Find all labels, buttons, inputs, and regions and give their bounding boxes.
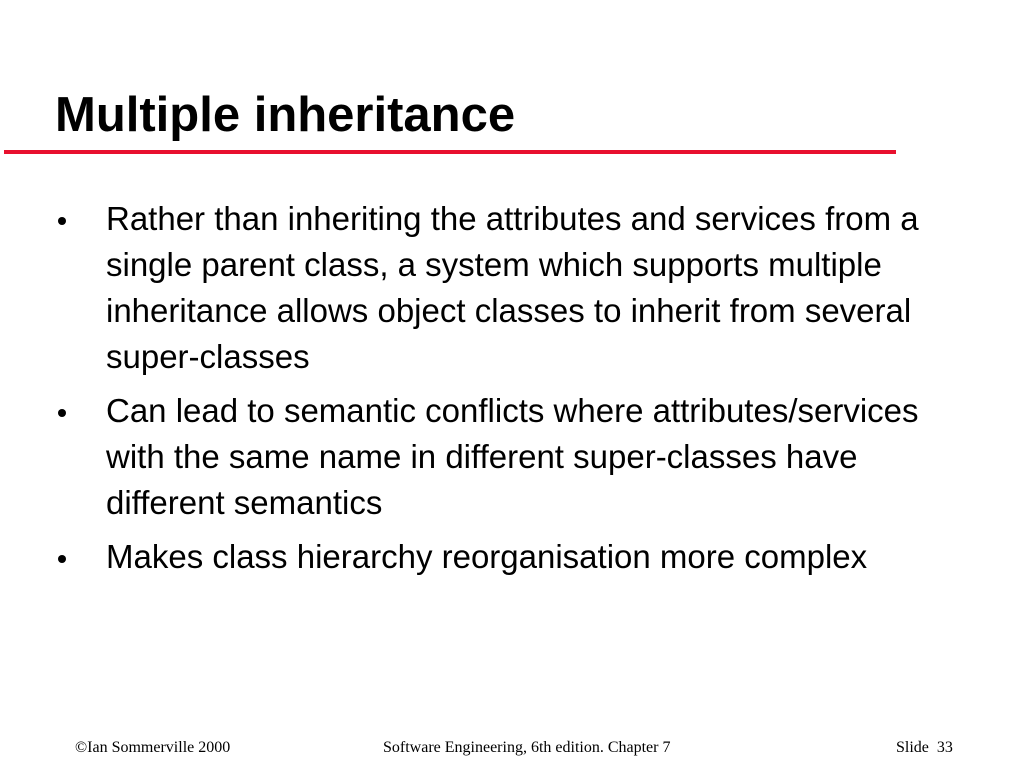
bullet-text: Can lead to semantic conflicts where attributes/services with the same name in different super-classes have different semantics [106, 392, 919, 521]
bullet-text: Makes class hierarchy reorganisation more complex [106, 538, 868, 575]
bullet-list [55, 196, 985, 588]
slide-title: Multiple inheritance [55, 88, 516, 142]
bullet-item [55, 196, 985, 380]
bullet-item [55, 388, 985, 526]
footer-copyright: ©Ian Sommerville 2000 [75, 739, 231, 756]
slide-label: Slide [896, 739, 929, 756]
footer-slide-number [896, 738, 953, 758]
bullet-text: Rather than inheriting the attributes and services from a single parent class, a system which supports multiple inheritance allows object classes to inherit from several super-classes [106, 200, 919, 375]
bullet-dot-icon [58, 409, 66, 417]
bullet-dot-icon [58, 555, 66, 563]
title-underline [4, 150, 896, 154]
slide-number: 33 [936, 739, 953, 756]
bullet-dot-icon [58, 217, 66, 225]
bullet-item [55, 534, 985, 580]
footer-book-title: Software Engineering, 6th edition. Chapter 7 [383, 739, 671, 756]
